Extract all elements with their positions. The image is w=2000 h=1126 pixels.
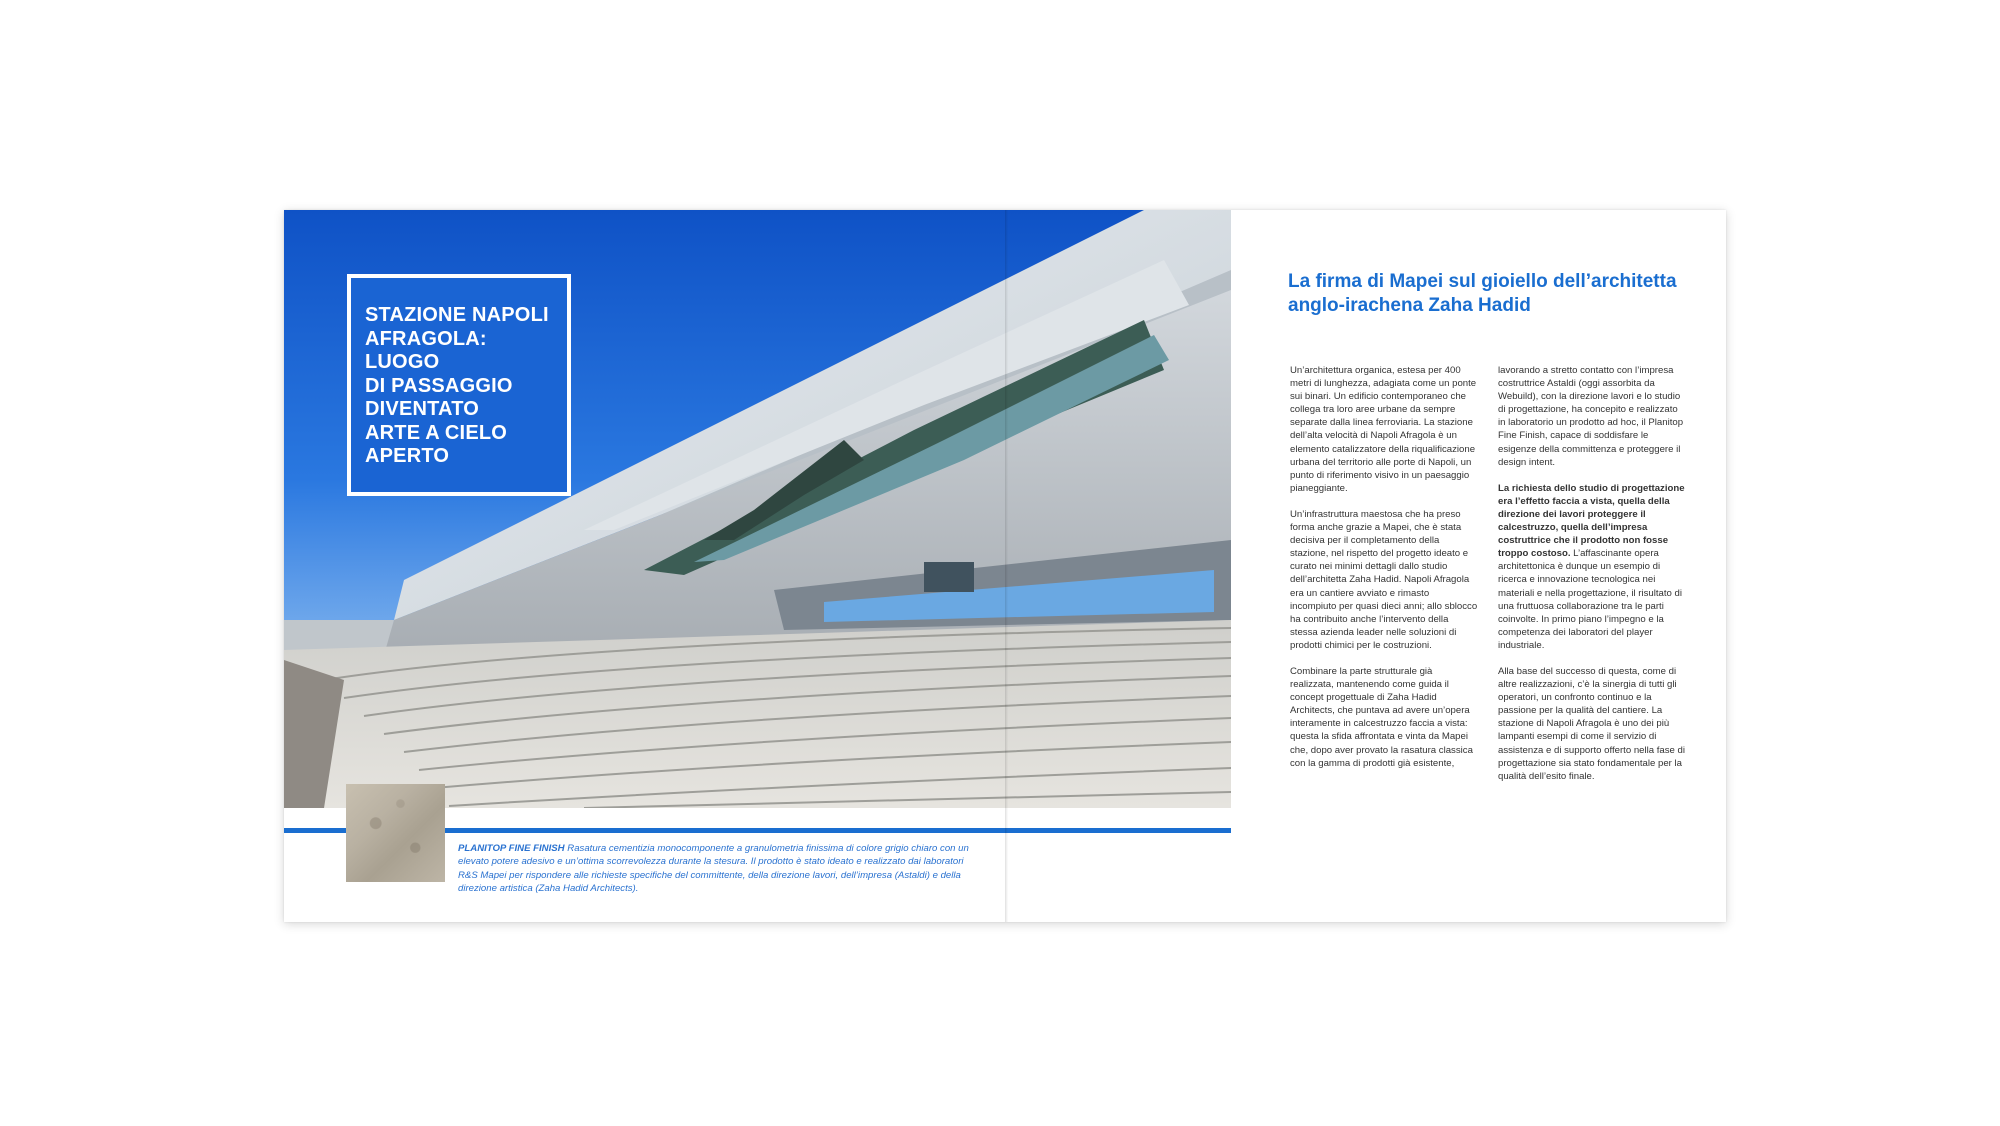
paragraph: Un’infrastruttura maestosa che ha preso forma anche grazie a Mapei, che è stata decisiva per il completamento della stazione, nel rispetto del progetto ideato e curato nei minimi dettagli dallo studio dell’architetta Zaha Hadid. Napoli Afragola era un cantiere avviato e rimasto incompiuto per quasi dieci anni; allo sblocco ha contribuito anche l’intervento della stessa azienda leader nelle soluzioni di prodotti chimici per le costruzioni.	[1290, 508, 1478, 651]
product-swatch-image	[346, 784, 445, 882]
paragraph: Combinare la parte strutturale già realizzata, mantenendo come guida il concept progettuale di Zaha Hadid Architects, che puntava ad avere un’opera interamente in calcestruzzo faccia a vista: questa la sfida affrontata e vinta da Mapei che, dopo aver provato la rasatura classica con la gamma di prodotti già esistente,	[1290, 665, 1473, 769]
station-photo	[284, 210, 1231, 808]
paragraph: Alla base del successo di questa, come di altre realizzazioni, c’è la sinergia di tutti gli operatori, un confronto continuo e la passione per la qualità del cantiere. La stazione di Napoli Afragola è uno dei più lampanti esempi di come il servizio di assistenza e di supporto offerto nella fase di progettazione sia stato fondamentale per la qualità dell’esito finale.	[1498, 665, 1686, 782]
title-box	[347, 274, 571, 496]
paragraph: Un’architettura organica, estesa per 400 metri di lunghezza, adagiata come un ponte sui binari. Un edificio contemporaneo che collega tra loro aree urbane da sempre separate dalla linea ferroviaria. La stazione dell’alta velocità di Napoli Afragola è un elemento catalizzatore della riqualificazione urbana del territorio alle porte di Napoli, un punto di riferimento visivo in un paesaggio pianeggiante.	[1290, 365, 1477, 494]
magazine-spread	[284, 210, 1726, 922]
caption-product-name: PLANITOP FINE FINISH	[458, 843, 565, 854]
photo-caption	[458, 842, 978, 896]
paragraph-bold-lead: La richiesta dello studio di progettazione era l’effetto faccia a vista, quella della direzione dei lavori proteggere il calcestruzzo, quella dell’impresa costruttrice che il prodotto non fosse troppo costoso.	[1498, 482, 1685, 560]
paragraph	[1498, 482, 1686, 652]
article-title: STAZIONE NAPOLI AFRAGOLA: LUOGO DI PASSAGGIO DIVENTATO ARTE A CIELO APERTO	[365, 304, 549, 467]
text-column-1	[1290, 364, 1478, 783]
paragraph-rest: L’affascinante opera architettonica è dunque un esempio di ricerca e innovazione tecnologica nei materiali e nella progettazione, il risultato di una fruttuosa collaborazione tra le parti coinvolte. In primo piano l’impegno e la competenza dei laboratori del player industriale.	[1498, 548, 1682, 651]
page-gutter-line	[1005, 210, 1006, 922]
text-column-2	[1498, 364, 1686, 796]
caption-text: Rasatura cementizia monocomponente a granulometria finissima di colore grigio chiaro con un elevato potere adesivo e un’ottima scorrevolezza durante la stesura. Il prodotto è stato ideato e realizzato dai laboratori R&S Mapei per rispondere alle richieste specifiche del committente, della direzione lavori, dell’impresa (Astaldi) e della direzione artistica (Zaha Hadid Architects).	[458, 843, 969, 895]
article-headline: La firma di Mapei sul gioiello dell’architetta anglo-irachena Zaha Hadid	[1288, 271, 1677, 316]
paragraph: lavorando a stretto contatto con l’impresa costruttrice Astaldi (oggi assorbita da Webuild), con la direzione lavori e lo studio di progettazione, ha concepito e realizzato in laboratorio un prodotto ad hoc, il Planitop Fine Finish, capace di soddisfare le esigenze della committenza e proteggere il design intent.	[1498, 365, 1684, 468]
